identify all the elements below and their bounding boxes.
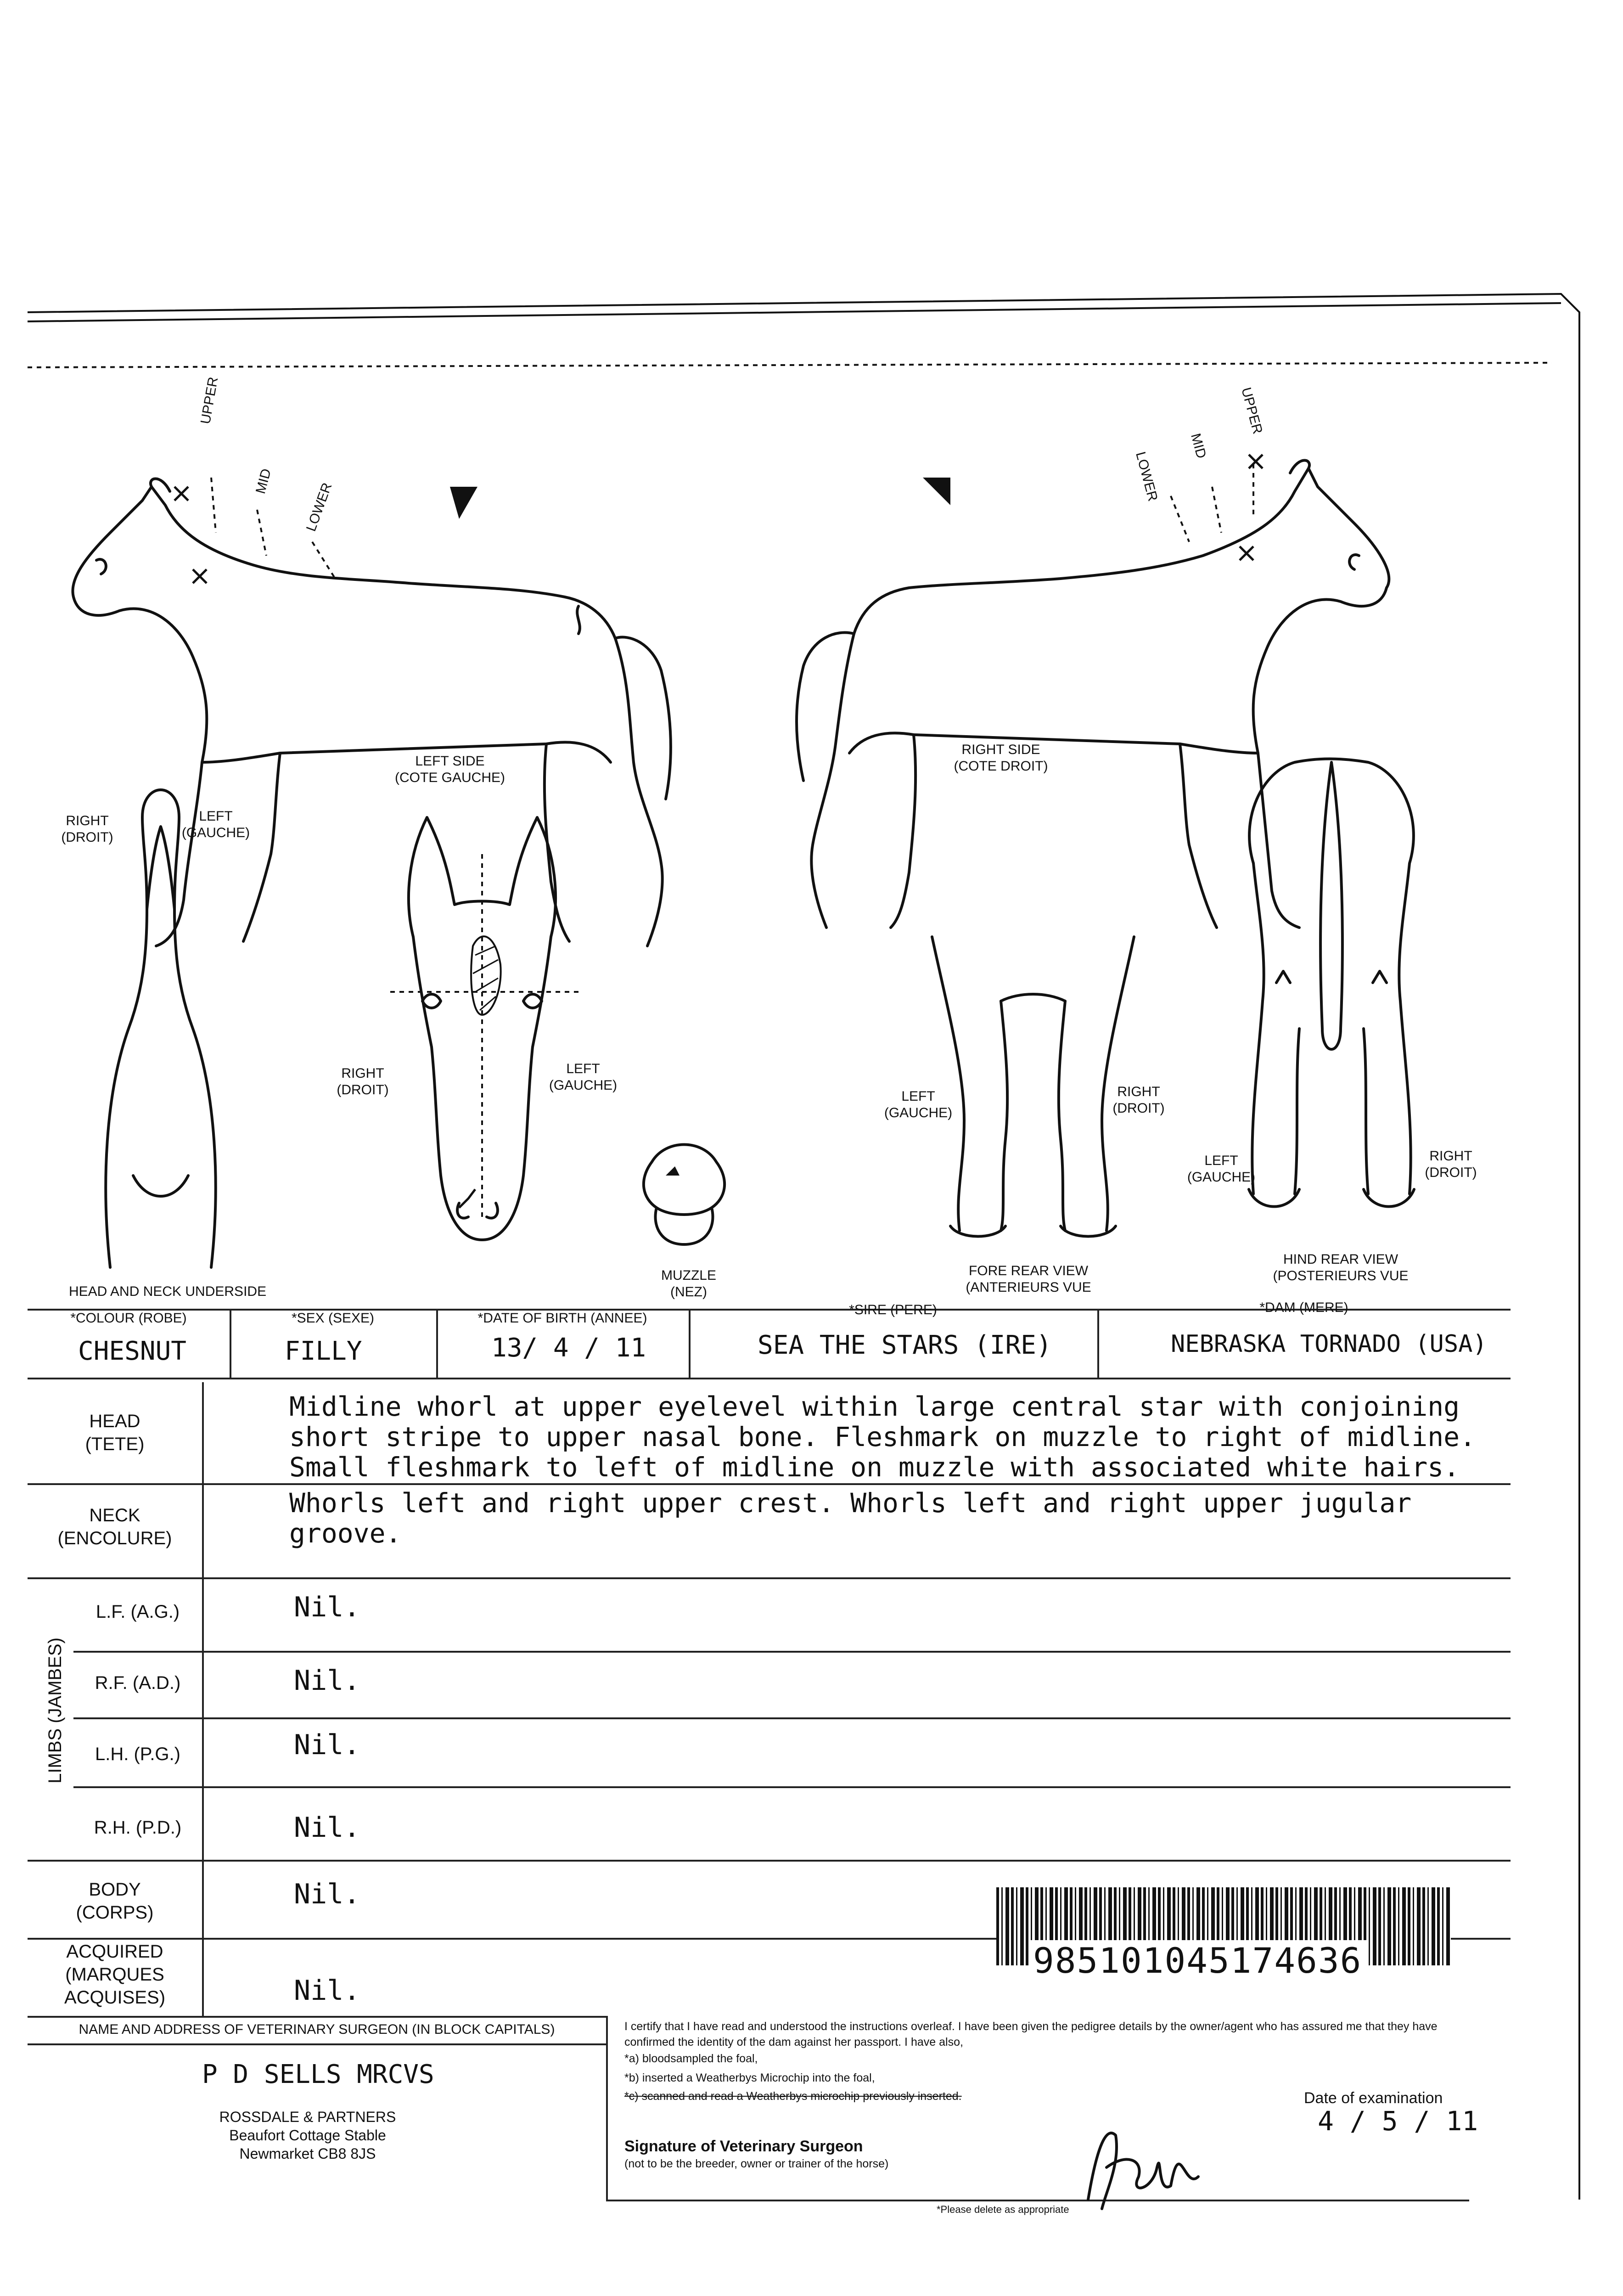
hind-rear-view-label: HIND REAR VIEW (POSTERIEURS VUE — [1273, 1252, 1409, 1283]
sire-value: SEA THE STARS (IRE) — [758, 1330, 1052, 1360]
neck-region-markers — [0, 0, 1623, 643]
sex-value: FILLY — [285, 1336, 362, 1366]
left-side-label: LEFT SIDE (COTE GAUCHE) — [395, 754, 505, 785]
limbs-label: LIMBS (JAMBES) — [45, 1638, 65, 1784]
date-label: Date of examination — [1304, 2089, 1443, 2107]
head-row-label: HEAD (TETE) — [85, 1411, 145, 1454]
stamp-line-2: Beaufort Cottage Stable — [229, 2127, 386, 2144]
lower-label-left: LOWER — [303, 480, 335, 534]
head-front-diagram — [376, 808, 606, 1267]
rf-label: R.F. (A.D.) — [95, 1673, 181, 1693]
dam-label: *DAM (MERE) — [1259, 1300, 1348, 1315]
signature-note: (not to be the breeder, owner or trainer of the horse) — [624, 2157, 889, 2170]
neck-markings-line-2: groove. — [289, 1518, 402, 1549]
vet-name: P D SELLS MRCVS — [202, 2060, 434, 2089]
stamp-line-1: ROSSDALE & PARTNERS — [219, 2109, 396, 2125]
markings-table — [28, 1382, 1511, 2016]
cert-option-a: *a) bloodsampled the foal, — [624, 2052, 758, 2065]
rf-value: Nil. — [294, 1665, 360, 1697]
neck-markings-line-1: Whorls left and right upper crest. Whorls left and right upper jugular — [289, 1487, 1412, 1519]
vet-heading: NAME AND ADDRESS OF VETERINARY SURGEON (IN BLOCK CAPITALS) — [79, 2022, 555, 2037]
head-markings-line-1: Midline whorl at upper eyelevel within large central star with conjoining — [289, 1391, 1460, 1422]
rh-value: Nil. — [294, 1812, 360, 1844]
lf-label: L.F. (A.G.) — [95, 1602, 180, 1622]
microchip-number: 985101045174636 — [1028, 1940, 1366, 1981]
body-value: Nil. — [294, 1878, 360, 1910]
date-value: 4 / 5 / 11 — [1318, 2105, 1478, 2137]
colour-value: CHESNUT — [78, 1336, 187, 1366]
head-markings — [289, 1391, 1506, 1482]
footer — [28, 2016, 1511, 2215]
head-markings-line-2: short stripe to upper nasal bone. Fleshmark on muzzle to right of midline. — [289, 1421, 1476, 1452]
lh-value: Nil. — [294, 1729, 360, 1761]
rh-label: R.H. (P.D.) — [94, 1818, 182, 1838]
cert-option-b: *b) inserted a Weatherbys Microchip into the foal, — [624, 2071, 875, 2084]
fore-left-label: LEFT (GAUCHE) — [884, 1089, 953, 1120]
neck-underside-diagram — [83, 771, 266, 1277]
head-markings-line-3: Small fleshmark to left of midline on muzzle with associated white hairs. — [289, 1452, 1460, 1483]
dob-label: *DATE OF BIRTH (ANNEE) — [477, 1311, 647, 1326]
upper-label-left: UPPER — [197, 376, 221, 425]
head-right-label: RIGHT (DROIT) — [337, 1066, 389, 1097]
lh-label: L.H. (P.G.) — [95, 1744, 180, 1764]
head-left-label: LEFT (GAUCHE) — [549, 1061, 618, 1093]
signature-label: Signature of Veterinary Surgeon — [624, 2138, 863, 2155]
right-side-label: RIGHT SIDE (COTE DROIT) — [954, 742, 1048, 774]
hind-left-label: LEFT (GAUCHE) — [1187, 1153, 1256, 1185]
upper-label-right: UPPER — [1238, 386, 1265, 436]
colour-label: *COLOUR (ROBE) — [70, 1311, 187, 1326]
sex-label: *SEX (SEXE) — [291, 1311, 375, 1326]
identity-header-row — [28, 1302, 1511, 1384]
muzzle-diagram — [624, 1134, 744, 1254]
lower-label-right: LOWER — [1133, 450, 1161, 503]
mid-label-left: MID — [253, 467, 275, 495]
sire-label: *SIRE (PERE) — [849, 1302, 937, 1317]
neck-right-label: RIGHT (DROIT) — [61, 813, 113, 845]
head-neck-underside-label: HEAD AND NECK UNDERSIDE — [69, 1284, 267, 1299]
cert-option-c: *c) scanned and read a Weatherbys microchip previously inserted. — [624, 2090, 962, 2103]
neck-left-label: LEFT (GAUCHE) — [181, 809, 250, 840]
acquired-label: ACQUIRED (MARQUES ACQUISES) — [64, 1941, 166, 2008]
stamp-line-3: Newmarket CB8 8JS — [239, 2145, 376, 2162]
fore-rear-view-label: FORE REAR VIEW (ANTERIEURS VUE — [966, 1263, 1091, 1295]
mid-label-right: MID — [1188, 432, 1209, 460]
acquired-value: Nil. — [294, 1975, 360, 2007]
hind-right-label: RIGHT (DROIT) — [1425, 1148, 1477, 1180]
vet-stamp — [165, 2108, 450, 2163]
please-delete-note: *Please delete as appropriate — [937, 2204, 1069, 2215]
lf-value: Nil. — [294, 1591, 360, 1623]
body-label: BODY (CORPS) — [76, 1880, 154, 1923]
neck-row-label: NECK (ENCOLURE) — [57, 1505, 172, 1548]
dob-value: 13/ 4 / 11 — [491, 1333, 646, 1363]
neck-markings — [289, 1488, 1506, 1548]
fore-right-label: RIGHT (DROIT) — [1112, 1084, 1165, 1116]
dam-value: NEBRASKA TORNADO (USA) — [1171, 1330, 1487, 1358]
muzzle-label: MUZZLE (NEZ) — [661, 1268, 716, 1300]
certify-text: I certify that I have read and understood the instructions overleaf. I have been given the pedigree details by the owner/agent who has assured me that they have confirmed the identity of the dam against her passport. I have also, — [624, 2020, 1438, 2048]
vet-signature — [1079, 2117, 1217, 2218]
